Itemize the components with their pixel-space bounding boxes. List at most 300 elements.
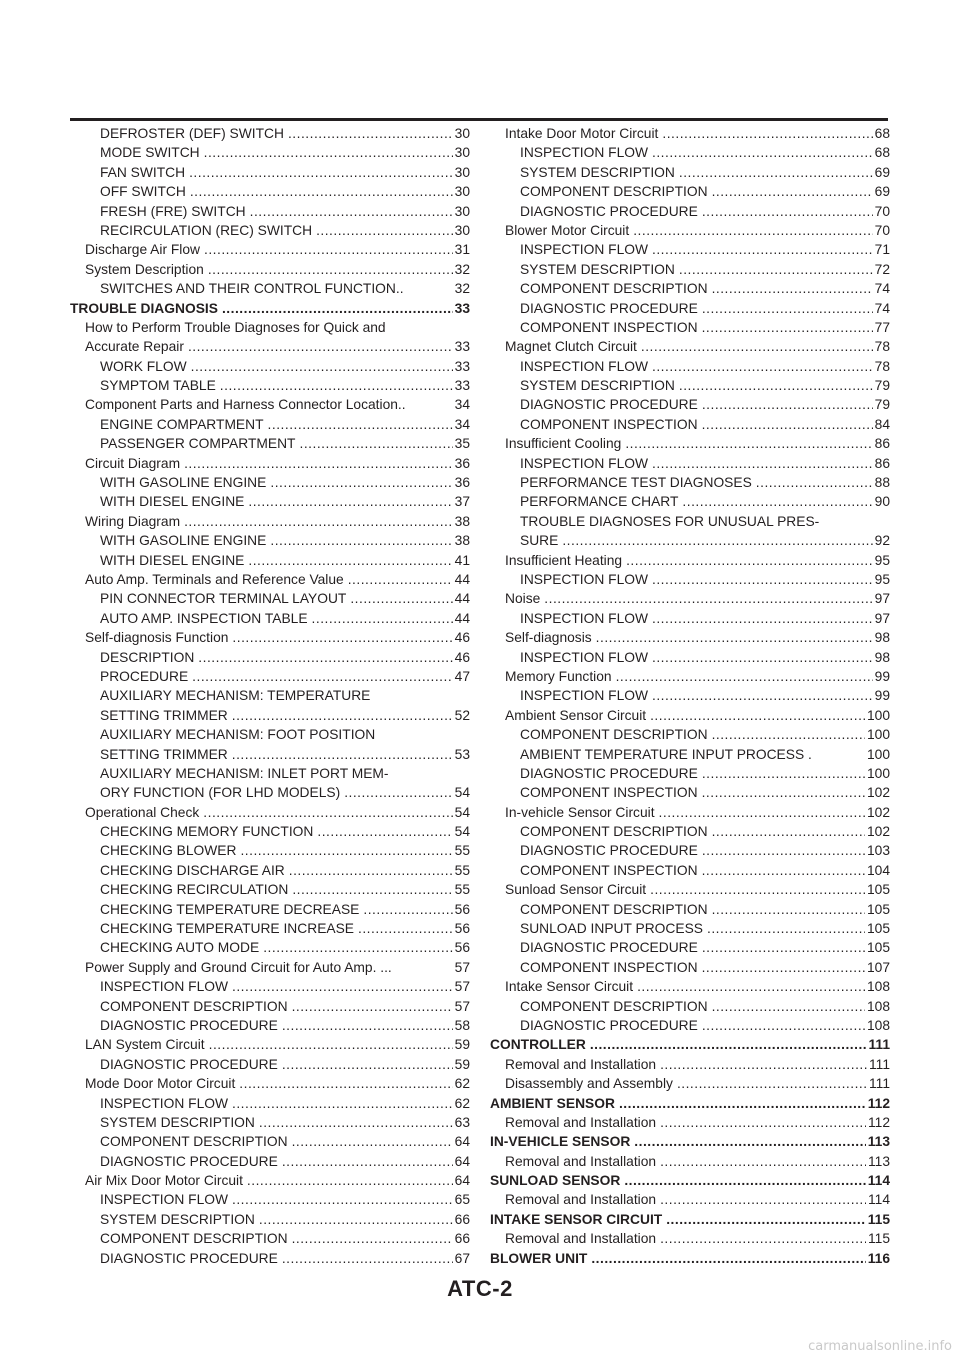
toc-entry-title: INSPECTION FLOW: [100, 1095, 229, 1111]
toc-entry-page: 111: [869, 1056, 890, 1072]
toc-entry-title: COMPONENT INSPECTION: [520, 862, 698, 878]
toc-entry: [490, 357, 890, 376]
toc-entry-page: 66: [454, 1211, 470, 1227]
toc-entry-title: COMPONENT DESCRIPTION: [520, 824, 708, 840]
toc-entry-page: 36: [454, 475, 470, 491]
toc-entry-page: 88: [874, 475, 890, 491]
toc-entry-title: Air Mix Door Motor Circuit: [85, 1173, 243, 1189]
toc-entry-leader: [232, 628, 452, 647]
toc-entry-leader: [650, 880, 865, 899]
toc-entry-leader: [624, 1171, 865, 1190]
toc-entry-leader: [204, 143, 453, 162]
toc-entry: [70, 589, 470, 608]
toc-entry-title: IN-VEHICLE SENSOR: [490, 1134, 631, 1150]
toc-entry-page: 105: [866, 940, 890, 956]
toc-entry-leader: [544, 589, 872, 608]
toc-entry-leader: [268, 415, 453, 434]
toc-entry: [70, 764, 470, 783]
toc-entry-leader: [348, 570, 453, 589]
toc-entry-title: In-vehicle Sensor Circuit: [505, 804, 655, 820]
toc-entry-leader: [756, 473, 873, 492]
toc-entry: [490, 434, 890, 453]
toc-entry: [70, 822, 470, 841]
toc-entry-title: LAN System Circuit: [85, 1037, 205, 1053]
toc-entry-page: 103: [866, 843, 890, 859]
toc-entry-leader: [712, 725, 865, 744]
toc-entry-page: 55: [454, 843, 470, 859]
toc-entry-leader: [363, 900, 452, 919]
toc-entry: [490, 706, 890, 725]
toc-entry: [70, 531, 470, 550]
toc-entry-leader: [208, 260, 453, 279]
toc-entry-leader: [184, 512, 453, 531]
toc-entry-title: INSPECTION FLOW: [520, 455, 649, 471]
toc-entry-leader: [625, 434, 872, 453]
toc-entry-title: Circuit Diagram: [85, 455, 181, 471]
toc-entry-title: Operational Check: [85, 804, 200, 820]
toc-entry-page: 111: [868, 1037, 890, 1053]
toc-entry-page: 66: [454, 1231, 470, 1247]
toc-entry: [70, 1094, 470, 1113]
toc-entry-title: COMPONENT DESCRIPTION: [520, 998, 708, 1014]
toc-entry-leader: [679, 260, 873, 279]
toc-entry-title: INSPECTION FLOW: [520, 688, 649, 704]
toc-entry-page: 54: [454, 804, 470, 820]
toc-entry-title: Ambient Sensor Circuit: [505, 707, 647, 723]
toc-entry-leader: [702, 841, 865, 860]
toc-entry-page: 86: [874, 455, 890, 471]
toc-entry: [490, 1113, 890, 1132]
toc-entry-page: 95: [874, 571, 890, 587]
toc-entry-page: 55: [454, 882, 470, 898]
toc-entry-leader: [712, 900, 865, 919]
toc-entry: [70, 667, 470, 686]
toc-entry-title: DESCRIPTION: [100, 649, 195, 665]
toc-entry-title: Insufficient Heating: [505, 552, 623, 568]
toc-entry-page: 105: [866, 901, 890, 917]
watermark-text: carmanualsonline.info: [808, 1339, 952, 1354]
toc-entry: [70, 124, 470, 143]
toc-entry-page: 72: [874, 261, 890, 277]
toc-entry-leader: [660, 1113, 866, 1132]
toc-entry-leader: [259, 1210, 453, 1229]
toc-entry: [70, 240, 470, 259]
toc-entry-title: DIAGNOSTIC PROCEDURE: [520, 940, 698, 956]
toc-entry-leader: [660, 1190, 866, 1209]
toc-entry-page: 115: [867, 1211, 890, 1227]
toc-entry-title: COMPONENT INSPECTION: [520, 416, 698, 432]
toc-entry-leader: [702, 1016, 865, 1035]
toc-entry-page: 78: [874, 339, 890, 355]
toc-entry: [490, 1229, 890, 1248]
toc-entry-page: 102: [866, 824, 890, 840]
toc-entry: [490, 143, 890, 162]
toc-entry: [490, 725, 890, 744]
toc-entry: [490, 1249, 890, 1268]
toc-entry-page: 46: [454, 649, 470, 665]
toc-entry-leader: [250, 202, 453, 221]
toc-entry-leader: [240, 841, 452, 860]
toc-entry-leader: [641, 337, 873, 356]
toc-entry-page: 77: [874, 319, 890, 335]
toc-entry-title: CHECKING TEMPERATURE DECREASE: [100, 901, 360, 917]
toc-entry-title: Magnet Clutch Circuit: [505, 339, 637, 355]
toc-entry: [490, 240, 890, 259]
toc-entry: [490, 551, 890, 570]
toc-entry-page: 44: [454, 610, 470, 626]
toc-entry-title: INSPECTION FLOW: [100, 1192, 229, 1208]
toc-entry-title: WITH DIESEL ENGINE: [100, 494, 245, 510]
toc-entry-title: DIAGNOSTIC PROCEDURE: [520, 843, 698, 859]
toc-entry-title: INSPECTION FLOW: [520, 358, 649, 374]
toc-entry-leader: [591, 1249, 865, 1268]
toc-entry-title: SYSTEM DESCRIPTION: [100, 1211, 255, 1227]
toc-entry-title: CHECKING BLOWER: [100, 843, 237, 859]
toc-entry: [490, 1210, 890, 1229]
toc-entry: [490, 1094, 890, 1113]
toc-entry-page: 52: [454, 707, 470, 723]
toc-entry-title: Component Parts and Harness Connector Location..: [85, 397, 406, 413]
toc-entry-page: 56: [454, 940, 470, 956]
toc-entry: [70, 415, 470, 434]
toc-entry-page: 56: [454, 901, 470, 917]
toc-entry-leader: [616, 667, 873, 686]
toc-entry: [490, 415, 890, 434]
toc-entry: [70, 318, 470, 337]
toc-entry-title: DIAGNOSTIC PROCEDURE: [520, 1017, 698, 1033]
toc-entry-page: 105: [866, 882, 890, 898]
toc-entry-page: 114: [867, 1173, 890, 1189]
toc-entry-leader: [232, 706, 453, 725]
toc-entry-title: RECIRCULATION (REC) SWITCH: [100, 222, 313, 238]
toc-entry-page: 44: [454, 591, 470, 607]
toc-entry-page: 53: [454, 746, 470, 762]
toc-entry-title: DEFROSTER (DEF) SWITCH: [100, 126, 284, 141]
toc-entry-page: 114: [868, 1192, 890, 1208]
toc-entry-title: How to Perform Trouble Diagnoses for Quick and: [85, 319, 386, 335]
toc-entry-title: Auto Amp. Terminals and Reference Value: [85, 571, 344, 587]
toc-entry-title: DIAGNOSTIC PROCEDURE: [100, 1017, 278, 1033]
toc-entry: [70, 143, 470, 162]
toc-entry: [70, 861, 470, 880]
toc-entry-page: 86: [874, 436, 890, 452]
toc-entry-title: FAN SWITCH: [100, 164, 186, 180]
toc-entry: [70, 745, 470, 764]
toc-entry: [490, 318, 890, 337]
toc-entry: [70, 958, 470, 977]
toc-entry-title: COMPONENT DESCRIPTION: [100, 998, 288, 1014]
toc-entry-leader: [248, 492, 452, 511]
toc-entry-title: SURE: [520, 533, 559, 549]
toc-entry: [490, 938, 890, 957]
toc-entry-page: 64: [454, 1153, 470, 1169]
toc-entry-leader: [203, 803, 452, 822]
toc-entry-leader: [707, 919, 865, 938]
toc-entry-leader: [682, 492, 872, 511]
toc-entry-title: SUNLOAD SENSOR: [490, 1173, 621, 1189]
toc-entry-page: 38: [454, 533, 470, 549]
toc-entry-page: 44: [454, 571, 470, 587]
toc-entry-leader: [634, 1132, 865, 1151]
toc-entry: [490, 803, 890, 822]
toc-entry: [70, 182, 470, 201]
toc-entry-title: PASSENGER COMPARTMENT: [100, 436, 296, 452]
toc-entry-page: 71: [874, 242, 890, 258]
toc-entry-leader: [232, 977, 453, 996]
toc-entry-leader: [222, 299, 453, 318]
toc-entry-leader: [666, 1210, 866, 1229]
toc-entry-page: 30: [454, 164, 470, 180]
toc-entry-page: 69: [874, 164, 890, 180]
toc-entry-page: 107: [866, 959, 890, 975]
toc-entry: [70, 938, 470, 957]
toc-entry: [490, 492, 890, 511]
toc-entry: [70, 648, 470, 667]
toc-entry-page: 98: [874, 630, 890, 646]
toc-entry: [490, 163, 890, 182]
toc-entry-leader: [282, 1249, 453, 1268]
toc-entry: [490, 260, 890, 279]
toc-entry-title: INSPECTION FLOW: [520, 649, 649, 665]
toc-entry: [490, 745, 890, 764]
toc-entry-page: 67: [454, 1250, 470, 1266]
toc-entry-title: COMPONENT DESCRIPTION: [520, 184, 708, 200]
toc-entry: [490, 182, 890, 201]
toc-entry-leader: [247, 1171, 453, 1190]
toc-entry-title: COMPONENT INSPECTION: [520, 319, 698, 335]
toc-entry-title: Wiring Diagram: [85, 513, 181, 529]
toc-entry: [490, 1190, 890, 1209]
toc-entry-title: AMBIENT SENSOR: [490, 1095, 615, 1111]
toc-entry-page: 59: [454, 1056, 470, 1072]
toc-entry: [490, 609, 890, 628]
toc-entry-page: 57: [454, 979, 470, 995]
toc-entry-leader: [282, 1055, 453, 1074]
toc-entry-title: DIAGNOSTIC PROCEDURE: [100, 1056, 278, 1072]
toc-entry-title: PROCEDURE: [100, 668, 189, 684]
toc-entry-page: 56: [454, 921, 470, 937]
toc-entry-leader: [652, 454, 873, 473]
toc-entry: [490, 473, 890, 492]
toc-entry: [70, 900, 470, 919]
toc-entry-page: 33: [454, 378, 470, 394]
toc-entry-leader: [652, 240, 873, 259]
toc-entry-leader: [189, 163, 453, 182]
toc-entry-title: TROUBLE DIAGNOSES FOR UNUSUAL PRES-: [520, 513, 820, 529]
toc-entry-title: Memory Function: [505, 668, 612, 684]
toc-entry-page: 32: [454, 261, 470, 277]
toc-entry-page: 33: [454, 300, 470, 316]
toc-entry-page: 79: [874, 378, 890, 394]
toc-entry: [490, 997, 890, 1016]
toc-entry-title: System Description: [85, 261, 204, 277]
toc-left-column: [70, 124, 470, 1268]
toc-entry-page: 74: [874, 300, 890, 316]
toc-entry-leader: [248, 551, 452, 570]
toc-entry-leader: [263, 938, 452, 957]
toc-entry-page: 100: [866, 727, 890, 743]
toc-entry-title: CONTROLLER: [490, 1037, 586, 1053]
top-rule: [70, 118, 888, 121]
toc-entry-page: 63: [454, 1114, 470, 1130]
toc-entry-leader: [596, 628, 873, 647]
toc-entry: [70, 551, 470, 570]
toc-entry: [70, 454, 470, 473]
toc-entry: [490, 202, 890, 221]
toc-entry-title: Mode Door Motor Circuit: [85, 1076, 236, 1092]
toc-entry-title: DIAGNOSTIC PROCEDURE: [520, 300, 698, 316]
toc-entry: [70, 628, 470, 647]
toc-entry-title: WITH GASOLINE ENGINE: [100, 533, 267, 549]
toc-entry: [70, 279, 470, 298]
toc-entry: [70, 1229, 470, 1248]
toc-entry-page: 37: [454, 494, 470, 510]
toc-entry-page: 36: [454, 455, 470, 471]
toc-entry-title: Intake Sensor Circuit: [505, 979, 634, 995]
toc-entry-page: 34: [454, 416, 470, 432]
toc-entry-page: 70: [874, 222, 890, 238]
toc-entry: [490, 531, 890, 550]
toc-entry-page: 111: [869, 1076, 890, 1092]
toc-entry-page: 102: [866, 804, 890, 820]
toc-entry: [70, 783, 470, 802]
toc-entry-title: SYMPTOM TABLE: [100, 378, 216, 394]
toc-entry-title: SWITCHES AND THEIR CONTROL FUNCTION..: [100, 281, 404, 297]
toc-entry-title: MODE SWITCH: [100, 145, 200, 161]
toc-entry-page: 31: [454, 242, 470, 258]
toc-entry-title: BLOWER UNIT: [490, 1250, 588, 1266]
toc-entry-title: Intake Door Motor Circuit: [505, 126, 659, 141]
toc-entry-page: 74: [874, 281, 890, 297]
toc-entry-leader: [198, 648, 452, 667]
toc-entry-leader: [662, 124, 872, 143]
toc-entry-leader: [282, 1016, 453, 1035]
toc-entry: [490, 686, 890, 705]
toc-entry: [490, 958, 890, 977]
toc-entry-title: ORY FUNCTION (FOR LHD MODELS): [100, 785, 341, 801]
toc-entry-leader: [652, 686, 873, 705]
toc-entry: [70, 260, 470, 279]
toc-entry-title: TROUBLE DIAGNOSIS: [70, 300, 218, 316]
toc-entry-page: 95: [874, 552, 890, 568]
toc-entry-title: Accurate Repair: [85, 339, 184, 355]
toc-entry-page: 102: [866, 785, 890, 801]
toc-entry-leader: [660, 1055, 867, 1074]
toc-entry-leader: [677, 1074, 867, 1093]
toc-entry-leader: [702, 861, 865, 880]
toc-entry-page: 57: [454, 959, 470, 975]
toc-entry-page: 55: [454, 862, 470, 878]
toc-entry-title: DIAGNOSTIC PROCEDURE: [100, 1153, 278, 1169]
toc-entry-page: 113: [868, 1153, 890, 1169]
toc-entry: [490, 279, 890, 298]
toc-entry-page: 54: [454, 824, 470, 840]
toc-entry-leader: [702, 318, 873, 337]
toc-entry-leader: [679, 163, 873, 182]
toc-entry-page: 54: [454, 785, 470, 801]
toc-entry-leader: [712, 822, 865, 841]
toc-entry-title: Self-diagnosis: [505, 630, 592, 646]
toc-entry-page: 112: [868, 1114, 890, 1130]
toc-entry-page: 47: [454, 668, 470, 684]
toc-entry: [70, 1171, 470, 1190]
toc-entry-leader: [562, 531, 872, 550]
toc-entry-leader: [712, 997, 865, 1016]
toc-entry-leader: [188, 337, 453, 356]
toc-entry-leader: [288, 124, 453, 143]
toc-entry: [70, 163, 470, 182]
toc-entry-page: 38: [454, 513, 470, 529]
toc-entry-leader: [312, 609, 453, 628]
toc-entry-title: SETTING TRIMMER: [100, 707, 228, 723]
toc-entry-page: 79: [874, 397, 890, 413]
toc-entry-leader: [626, 551, 873, 570]
toc-entry-page: 35: [454, 436, 470, 452]
toc-entry-title: Removal and Installation: [505, 1192, 657, 1208]
toc-entry-title: SYSTEM DESCRIPTION: [520, 164, 675, 180]
toc-entry-leader: [232, 1094, 453, 1113]
toc-entry-leader: [316, 221, 453, 240]
toc-entry-page: 33: [454, 358, 470, 374]
toc-entry: [490, 667, 890, 686]
toc-entry-title: Power Supply and Ground Circuit for Auto Amp. ...: [85, 959, 392, 975]
toc-entry-page: 84: [874, 416, 890, 432]
toc-entry-page: 62: [454, 1095, 470, 1111]
toc-entry-leader: [317, 822, 452, 841]
toc-entry: [70, 1132, 470, 1151]
toc-entry-leader: [232, 745, 453, 764]
toc-entry: [490, 395, 890, 414]
toc-entry-leader: [270, 473, 452, 492]
toc-entry-page: 62: [454, 1076, 470, 1092]
toc-entry: [490, 337, 890, 356]
toc-entry: [70, 1055, 470, 1074]
toc-entry-page: 98: [874, 649, 890, 665]
toc-entry-title: COMPONENT DESCRIPTION: [520, 727, 708, 743]
toc-entry-leader: [350, 589, 452, 608]
toc-entry-page: 108: [866, 998, 890, 1014]
toc-entry: [490, 1074, 890, 1093]
toc-entry-title: SUNLOAD INPUT PROCESS: [520, 921, 703, 937]
toc-entry-title: ENGINE COMPARTMENT: [100, 416, 264, 432]
toc-entry-leader: [204, 240, 453, 259]
toc-entry-leader: [652, 648, 873, 667]
toc-entry-title: INSPECTION FLOW: [520, 571, 649, 587]
toc-entry-page: 100: [866, 765, 890, 781]
toc-entry-leader: [192, 667, 452, 686]
toc-entry-leader: [292, 1229, 453, 1248]
toc-entry-leader: [270, 531, 452, 550]
toc-entry-page: 30: [454, 126, 470, 141]
toc-entry-page: 100: [866, 707, 890, 723]
toc-entry: [70, 803, 470, 822]
toc-entry: [490, 1055, 890, 1074]
toc-entry-page: 113: [867, 1134, 890, 1150]
toc-entry-leader: [259, 1113, 453, 1132]
toc-entry-page: 115: [868, 1231, 890, 1247]
toc-entry-page: 65: [454, 1192, 470, 1208]
toc-entry-page: 108: [866, 1017, 890, 1033]
toc-entry-title: AUXILIARY MECHANISM: INLET PORT MEM-: [100, 765, 389, 781]
toc-entry-page: 30: [454, 145, 470, 161]
toc-entry-title: Noise: [505, 591, 541, 607]
toc-entry: [490, 570, 890, 589]
toc-entry-leader: [619, 1094, 866, 1113]
toc-entry-page: 68: [874, 145, 890, 161]
toc-entry: [70, 880, 470, 899]
toc-entry-page: 78: [874, 358, 890, 374]
toc-entry: [70, 1152, 470, 1171]
